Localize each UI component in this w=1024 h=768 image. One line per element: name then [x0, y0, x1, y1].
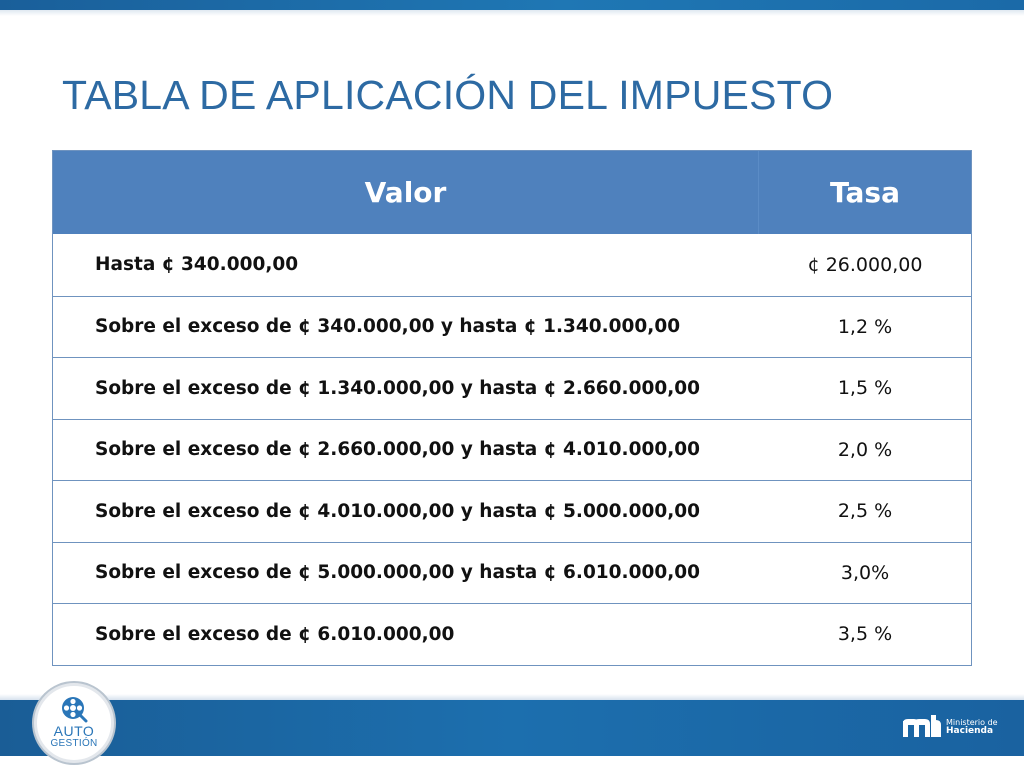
top-band — [0, 0, 1024, 10]
mh-logo-icon — [902, 715, 942, 739]
autogestion-line2: GESTIÓN — [50, 738, 98, 749]
ministerio-logo — [902, 715, 998, 739]
top-band-shadow — [0, 10, 1024, 16]
table-row — [53, 357, 971, 419]
table-row — [53, 480, 971, 542]
cell-valor: Hasta ¢ 340.000,00 — [95, 254, 299, 276]
cell-tasa: 3,5 % — [837, 623, 893, 646]
page-title: TABLA DE APLICACIÓN DEL IMPUESTO — [62, 72, 834, 118]
tax-table — [52, 150, 972, 666]
cell-valor: Sobre el exceso de ¢ 2.660.000,00 y hasta ¢ 4.010.000,00 — [95, 439, 700, 461]
bottom-band — [0, 700, 1024, 756]
table-row — [53, 234, 971, 296]
ministerio-line2: Hacienda — [946, 726, 994, 736]
cell-tasa: ¢ 26.000,00 — [807, 253, 923, 276]
cell-valor: Sobre el exceso de ¢ 1.340.000,00 y hasta ¢ 2.660.000,00 — [95, 377, 700, 399]
table-row — [53, 542, 971, 604]
header-valor: Valor — [53, 151, 759, 234]
cell-tasa: 1,5 % — [837, 377, 893, 400]
cell-tasa: 1,2 % — [837, 315, 893, 338]
table-row — [53, 603, 971, 665]
table-header — [53, 151, 971, 234]
ministerio-text — [946, 718, 998, 736]
cell-valor: Sobre el exceso de ¢ 6.010.000,00 — [95, 623, 455, 645]
table-body — [53, 234, 971, 665]
autogestion-line1: AUTO — [53, 723, 95, 739]
ministerio-line1: Ministerio de — [946, 718, 998, 727]
table-row — [53, 419, 971, 481]
cell-tasa: 3,0% — [840, 561, 890, 584]
cell-valor: Sobre el exceso de ¢ 4.010.000,00 y hasta ¢ 5.000.000,00 — [95, 500, 700, 522]
autogestion-logo[interactable] — [34, 683, 114, 763]
cell-valor: Sobre el exceso de ¢ 5.000.000,00 y hasta ¢ 6.010.000,00 — [95, 562, 700, 584]
film-reel-icon — [60, 695, 88, 723]
cell-valor: Sobre el exceso de ¢ 340.000,00 y hasta ¢ 1.340.000,00 — [95, 316, 681, 338]
header-tasa: Tasa — [830, 176, 900, 209]
cell-tasa: 2,5 % — [837, 500, 893, 523]
cell-tasa: 2,0 % — [837, 438, 893, 461]
table-row — [53, 296, 971, 358]
